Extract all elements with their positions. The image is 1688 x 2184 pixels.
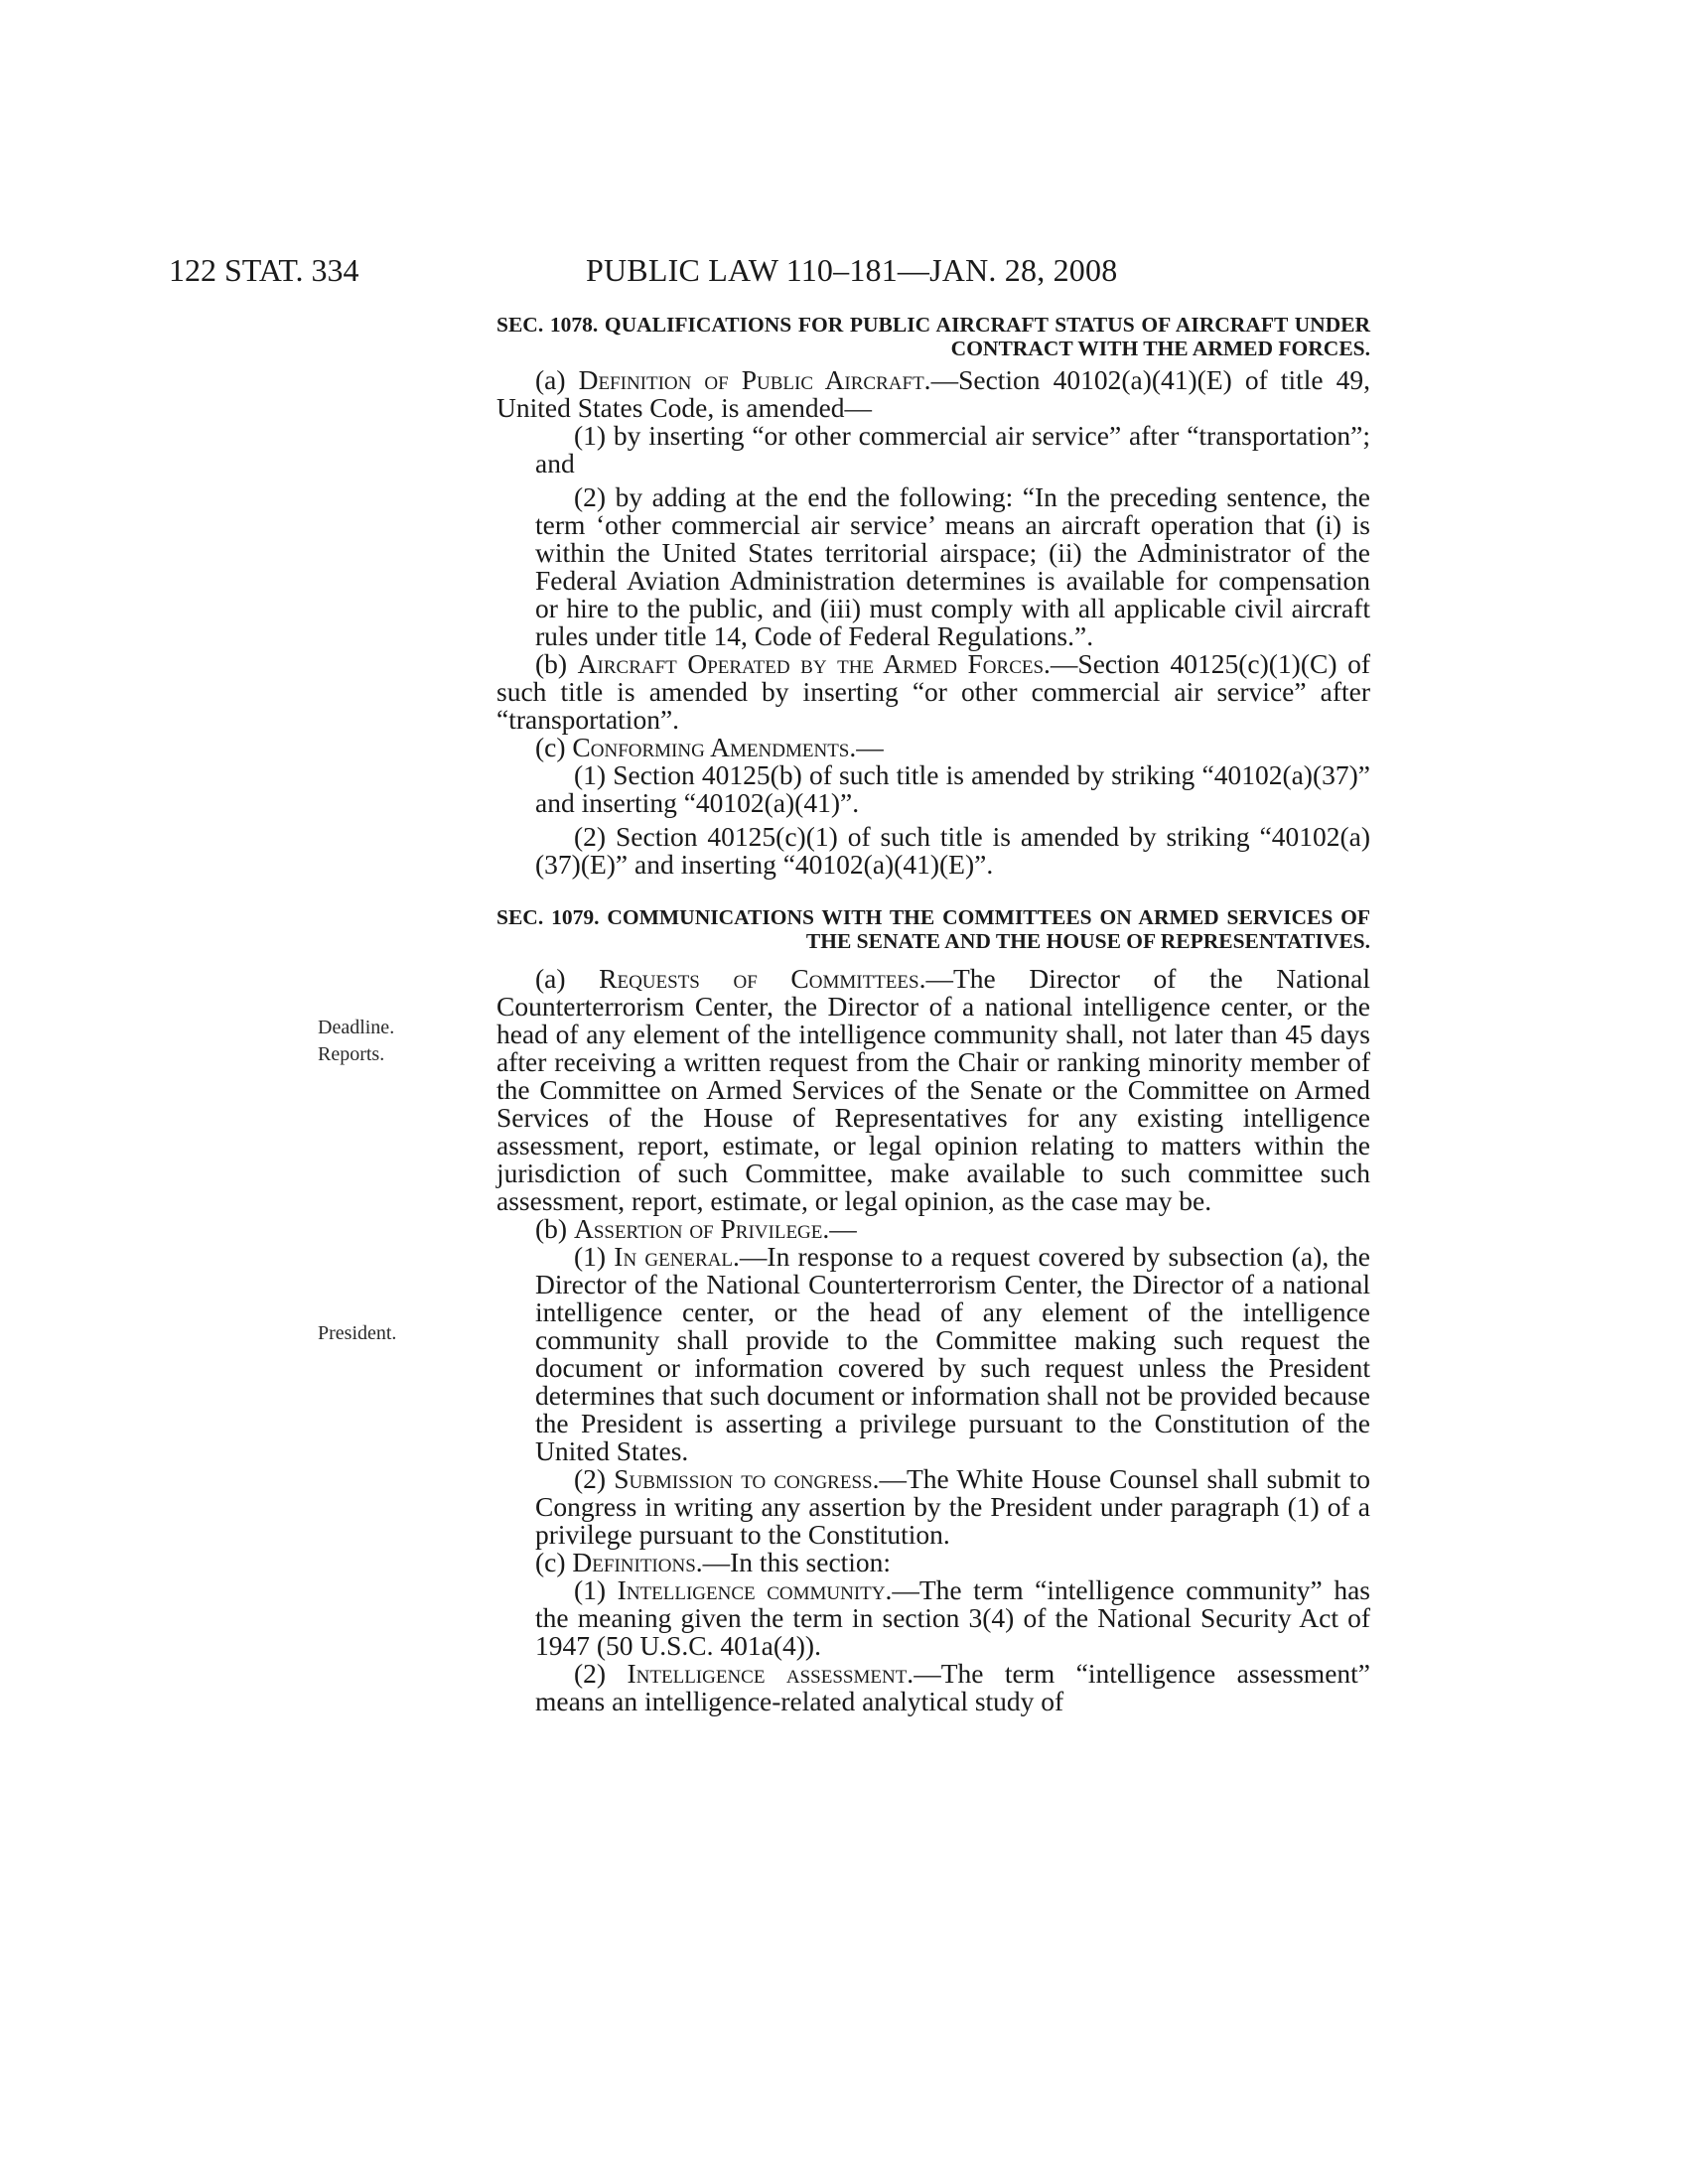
sec1078-paragraph-c2: (2) Section 40125(c)(1) of such title is amended by striking “40102(a)(37)(E)” and inserting “40102(a)(41)(E)”. xyxy=(535,821,1370,880)
paragraph-heading: Intelligence assessment. xyxy=(627,1658,914,1689)
margin-note-reports: Reports. xyxy=(318,1043,385,1065)
sec1078-subsection-b: (b) Aircraft Operated by the Armed Forces.—Section 40125(c)(1)(C) of such title is amended by inserting “or other commercial air service” after “transportation”. xyxy=(496,648,1370,735)
sec1078-subsection-c: (c) Conforming Amendments.— xyxy=(535,732,884,762)
paragraph-heading: Intelligence community. xyxy=(617,1574,893,1605)
section-title: COMMUNICATIONS WITH THE COMMITTEES ON ARMED SERVICES OF THE SENATE AND THE HOUSE OF REPRESENTATIVES. xyxy=(607,905,1371,953)
subsection-heading: Aircraft Operated by the Armed Forces. xyxy=(577,648,1051,679)
public-law-citation: PUBLIC LAW 110–181—JAN. 28, 2008 xyxy=(586,252,1118,288)
sec1079-paragraph-b2: (2) Submission to congress.—The White House Counsel shall submit to Congress in writing any assertion by the President under paragraph (1) of a privilege pursuant to the Constitution. xyxy=(535,1463,1371,1550)
sec1079-subsection-a: (a) Requests of Committees.—The Director of the National Counterterrorism Center, the Director of a national intelligence center, or the head of any element of the intelligence community shall, not later than 45 days after receiving a written request from the Chair or ranking minority member of the Committee on Armed Services of the Senate or the Committee on Armed Services of the House of Representatives for any existing intelligence assessment, report, estimate, or legal opinion relating to matters within the jurisdiction of such Committee, make available to such committee such assessment, report, estimate, or legal opinion, as the case may be. xyxy=(496,963,1370,1216)
subsection-heading: Conforming Amendments. xyxy=(572,732,857,762)
subsection-heading: Requests of Committees. xyxy=(599,963,926,994)
paragraph-heading: In general. xyxy=(614,1241,740,1272)
paragraph-heading: Submission to congress. xyxy=(614,1463,880,1494)
margin-note-president: President. xyxy=(318,1322,397,1344)
subsection-heading: Definition of Public Aircraft. xyxy=(578,364,931,395)
margin-note-deadline-reports xyxy=(318,1015,394,1068)
sec1078-subsection-a: (a) Definition of Public Aircraft.—Section 40102(a)(41)(E) of title 49, United States Code, is amended— xyxy=(496,364,1370,423)
main-text-column xyxy=(496,314,1370,1715)
section-number: SEC. 1079. xyxy=(496,905,600,929)
sec1079-paragraph-c1: (1) Intelligence community.—The term “intelligence community” has the meaning given the term in section 3(4) of the National Security Act of 1947 (50 U.S.C. 401a(4)). xyxy=(535,1574,1370,1661)
section-1079-heading xyxy=(496,906,1370,953)
section-title: QUALIFICATIONS FOR PUBLIC AIRCRAFT STATUS OF AIRCRAFT UNDER CONTRACT WITH THE ARMED FORCES. xyxy=(604,313,1371,360)
sec1079-paragraph-c2: (2) Intelligence assessment.—The term “intelligence assessment” means an intelligence-related analytical study of xyxy=(535,1658,1370,1716)
margin-note-deadline: Deadline. xyxy=(318,1017,395,1038)
subsection-heading: Assertion of Privilege. xyxy=(573,1213,830,1244)
section-1078-heading xyxy=(496,314,1370,360)
subsection-heading: Definitions. xyxy=(572,1547,703,1577)
section-number: SEC. 1078. xyxy=(496,313,599,337)
sec1078-paragraph-c1: (1) Section 40125(b) of such title is amended by striking “40102(a)(37)” and inserting “40102(a)(41)”. xyxy=(535,759,1370,818)
sec1079-paragraph-b1: (1) In general.—In response to a request covered by subsection (a), the Director of the National Counterterrorism Center, the Director of a national intelligence center, or the head of any element of the intelligence community shall provide to the Committee making such request the document or information covered by such request unless the President determines that such document or information shall not be provided because the President is asserting a privilege pursuant to the Constitution of the United States. xyxy=(535,1241,1370,1466)
sec1078-paragraph-a2: (2) by adding at the end the following: “In the preceding sentence, the term ‘other commercial air service’ means an aircraft operation that (i) is within the United States territorial airspace; (ii) the Administrator of the Federal Aviation Administration determines is available for compensation or hire to the public, and (iii) must comply with all applicable civil aircraft rules under title 14, Code of Federal Regulations.”. xyxy=(535,481,1370,651)
statute-page-number: 122 STAT. 334 xyxy=(169,252,359,288)
running-header xyxy=(169,250,1390,290)
sec1078-paragraph-a1: (1) by inserting “or other commercial air service” after “transportation”; and xyxy=(535,420,1370,478)
sec1079-subsection-b: (b) Assertion of Privilege.— xyxy=(535,1213,857,1244)
sec1079-subsection-c: (c) Definitions.—In this section: xyxy=(535,1547,892,1577)
